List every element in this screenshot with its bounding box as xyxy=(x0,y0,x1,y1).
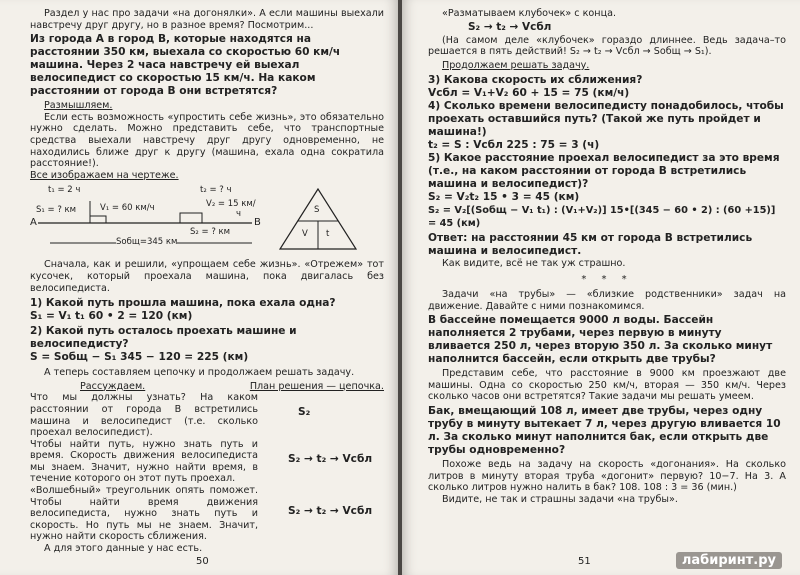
page-number-right: 51 xyxy=(578,556,591,567)
chain-2: S₂ → t₂ → Vсбл xyxy=(288,452,373,465)
plan-title: План решения — цепочка. xyxy=(249,380,384,392)
task-2: В бассейне помещается 9000 л воды. Бассейн наполняется 2 трубами, через первую в минуту вливается 250 л, через вторую 350 л. За сколько минут наполнится бассейн, если открыть две трубы? xyxy=(428,314,773,366)
answer-text: Ответ: на расстоянии 45 км от города B встретились машина и велосипедист. xyxy=(428,232,753,258)
right-chain: S₂ → t₂ → Vсбл xyxy=(468,20,552,33)
triangle-v: V xyxy=(302,229,308,240)
v1-label: V₁ = 60 км/ч xyxy=(100,203,155,214)
right-paragraph-3: Продолжаем решать задачу. xyxy=(442,59,590,71)
right-paragraph-5: Задачи «на трубы» — «близкие родственники» задач на движение. Давайте с ними познакомимся. xyxy=(428,288,786,312)
intro-text: Раздел у нас про задачи «на догонялки». А если машины выехали навстречу друг другу, но в разное время? Посмотрим... xyxy=(30,8,384,31)
reason-header xyxy=(30,381,384,393)
task-text: Из города A в город B, которые находятся на расстоянии 350 км, выехала со скоростью 60 км/ч машина. Через 2 часа навстречу ей выехал велосипедист со скоростью 15 км/ч. На каком расстоянии от города B они встретятся? xyxy=(30,33,341,98)
reason-block-1 xyxy=(30,392,384,438)
v2-label: V₂ = 15 км/ xyxy=(206,199,256,210)
think-text: Если есть возможность «упростить себе жизнь», это обязательно нужно сделать. Можно представить себе, что транспортные средства выехали навстречу друг другу одновременно, не находились ближе друг к другу (машина, ехала одна сократила расстояние!). xyxy=(30,111,384,170)
paragraph-2: Сначала, как и решили, «упрощаем себе жизнь». «Отрежем» тот кусочек, который проехала машина, пока двигалась без велосипедиста. xyxy=(30,259,384,294)
section-divider: * * * xyxy=(581,273,633,285)
labirint-watermark: лабиринт.ру xyxy=(676,552,782,569)
point-a: A xyxy=(30,217,37,229)
page-number-left: 50 xyxy=(196,556,209,567)
t2-label: t₂ = ? ч xyxy=(200,185,232,196)
question-1: 1) Какой путь прошла машина, пока ехала одна? xyxy=(30,297,336,310)
question-3: 3) Какова скорость их сближения? xyxy=(428,74,643,87)
s2-label: S₂ = ? км xyxy=(190,227,231,238)
chain-1: S₂ xyxy=(298,406,311,419)
reason-2: Чтобы найти путь, нужно знать путь и время. Скорость движения велосипедиста мы знаем. Значит, нужно найти время, в течение которого он этот путь проехал. xyxy=(30,438,258,485)
t1-label: t₁ = 2 ч xyxy=(48,185,81,196)
question-2: 2) Какой путь осталось проехать машине и велосипедисту? xyxy=(30,325,297,351)
right-paragraph-6: Представим себе, что расстояние в 9000 км проезжают две машины. Одна со скоростью 250 км/ч, вторая — 350 км/ч. Через сколько часов они встретятся? Такие задачи мы решать умеем. xyxy=(428,368,786,403)
right-paragraph-7: Похоже ведь на задачу на скорость «догонания». На сколько литров в минуту вторая труба «догонит» первую? 10−7. На 3. А сколько литров нужно налить в бак? 108. 108 : 3 = 36 (мин.) xyxy=(428,458,786,494)
task-3: Бак, вмещающий 108 л, имеет две трубы, через одну трубу в минуту вытекает 7 л, через другую вливается 10 л. За сколько минут наполнится бак, если открыть две трубы одновременно? xyxy=(428,404,781,456)
right-page xyxy=(402,0,800,575)
triangle-t: t xyxy=(326,229,330,240)
right-paragraph-4: Как видите, всё не так уж страшно. xyxy=(442,258,626,270)
chain-3: S₂ → t₂ → Vсбл xyxy=(288,505,373,518)
s1-label: S₁ = ? км xyxy=(36,205,77,216)
reason-title: Рассуждаем. xyxy=(80,380,146,392)
formula-4: t₂ = S : Vсбл 225 : 75 = 3 (ч) xyxy=(428,139,600,152)
think-title: Размышляем. xyxy=(44,100,113,112)
point-b: B xyxy=(254,217,261,229)
right-paragraph-8: Видите, не так и страшны задачи «на трубы». xyxy=(442,493,678,505)
triangle-s: S xyxy=(314,205,320,216)
question-4: 4) Сколько времени велосипедисту понадобилось, чтобы проехать оставшийся путь? (Такой же путь пройдет и машина!) xyxy=(428,100,784,139)
reason-block-2 xyxy=(30,439,384,485)
v2-unit: ч xyxy=(236,209,242,220)
formula-5: S₂ = V₂t₂ 15 • 3 = 45 (км) xyxy=(428,191,580,204)
question-5: 5) Какое расстояние проехал велосипедист за это время (т.е., на каком расстоянии от города B встретились машина и велосипедист)? xyxy=(428,152,780,191)
motion-diagram xyxy=(30,183,384,257)
stotal-label: Sобщ=345 км xyxy=(116,237,178,248)
reason-3: «Волшебный» треугольник опять поможет. Чтобы найти время движения велосипедиста, нужно знать путь и скорость. Но путь мы не знаем. Значит, нужно найти скорость сближения. xyxy=(30,485,258,543)
formula-3: Vсбл = V₁+V₂ 60 + 15 = 75 (км/ч) xyxy=(428,87,630,100)
right-paragraph-1: «Разматываем клубочек» с конца. xyxy=(442,8,617,19)
left-page xyxy=(0,0,398,575)
reason-1: Что мы должны узнать? На каком расстоянии от города B встретились машина и велосипедист (т.е. сколько проехал велосипедист). xyxy=(30,392,258,439)
formula-2: S = Sобщ − S₁ 345 − 120 = 225 (км) xyxy=(30,351,249,364)
paragraph-3: А теперь составляем цепочку и продолжаем решать задачу. xyxy=(44,367,355,379)
reason-block-3 xyxy=(30,485,384,543)
formula-6: S₂ = V₂[(Sобщ − V₁ t₁) : (V₁+V₂)] 15•[(345 − 60 • 2) : (60 +15)] = 45 (км) xyxy=(428,205,776,230)
formula-1: S₁ = V₁ t₁ 60 • 2 = 120 (км) xyxy=(30,310,193,323)
drawing-title: Все изображаем на чертеже. xyxy=(30,169,179,181)
right-paragraph-2: (На самом деле «клубочек» гораздо длиннее. Ведь задача–то решается в пять действий! S₂ → t₂ → Vсбл → Sобщ → S₁). xyxy=(428,34,786,58)
reason-4: А для этого данные у нас есть. xyxy=(44,543,203,555)
